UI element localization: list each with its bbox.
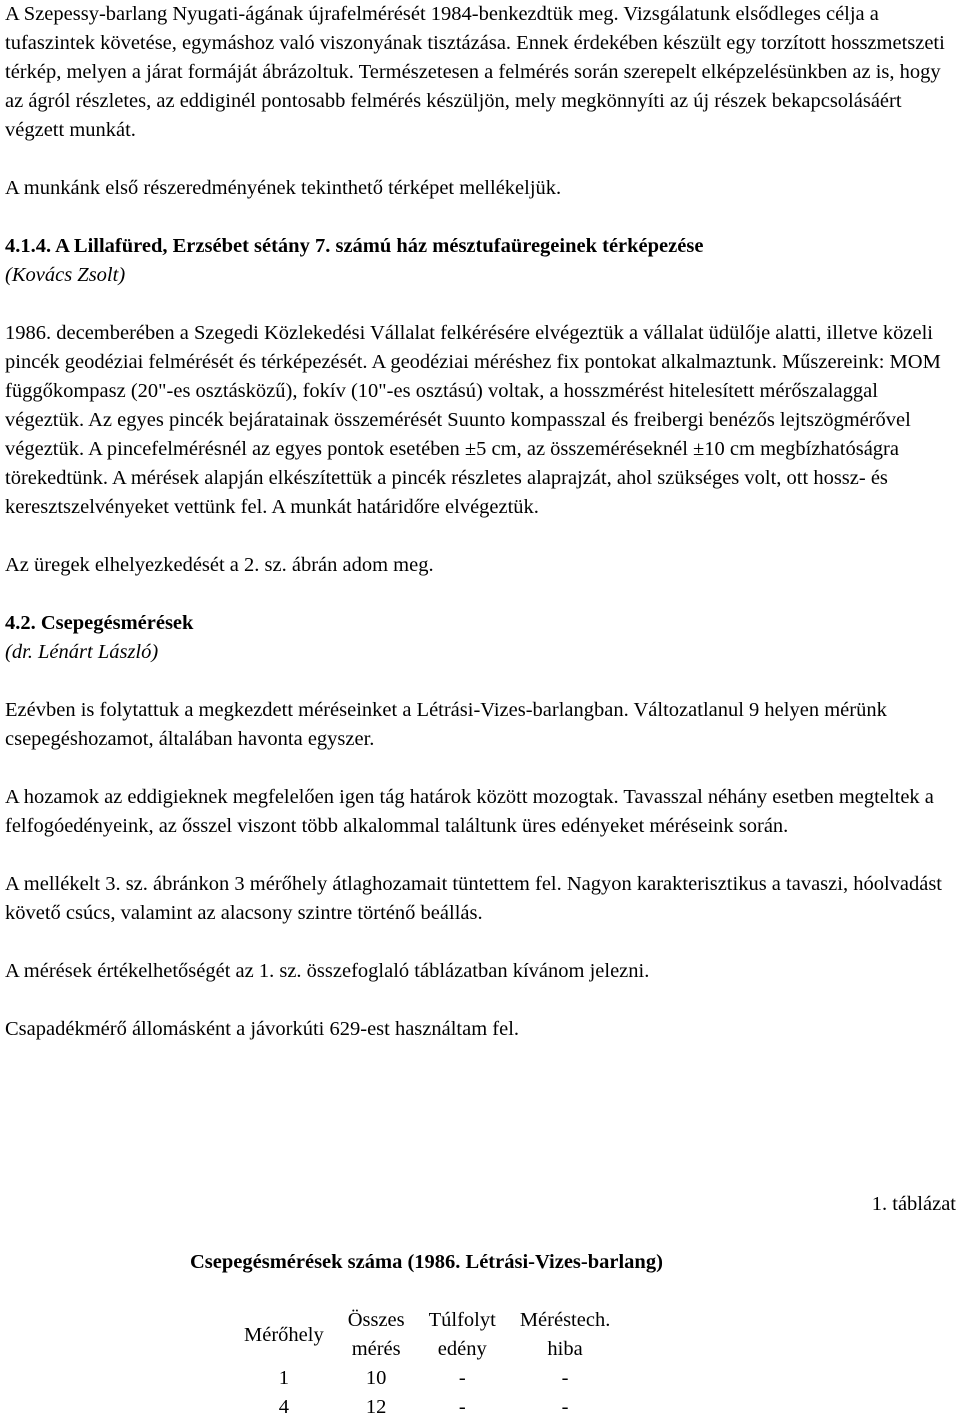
paragraph-figure-2: Az üregek elhelyezkedését a 2. sz. ábrán adom meg.	[5, 554, 434, 576]
table-title: Csepegésmérések száma (1986. Létrási-Vizes-barlang)	[190, 1251, 663, 1273]
cell-error: -	[561, 1367, 569, 1389]
paragraph-measurements: Ezévben is folytattuk a megkezdett méréseinket a Létrási-Vizes-barlangban. Változatlanul 9 helyen mérünk csepegéshozamot, általában havonta egyszer.	[5, 699, 887, 750]
section-4-1-4-title: 4.1.4. A Lillafüred, Erzsébet sétány 7. számú ház mésztufaüregeinek térképezése	[5, 235, 704, 257]
cell-total: 12	[365, 1396, 387, 1418]
cell-overflow: -	[458, 1367, 466, 1389]
table-header-row	[232, 1306, 622, 1364]
table-row	[232, 1393, 622, 1422]
table-caption: 1. táblázat	[871, 1193, 956, 1215]
paragraph-yields: A hozamok az eddigieknek megfelelően igen tág határok között mozogtak. Tavasszal néhány esetben megteltek a felfogóedényeink, az ősszel viszont több alkalommal találtunk üres edényeket méréseink során.	[5, 786, 934, 837]
header-error: Méréstech. hiba	[519, 1309, 611, 1360]
paragraph-szepessy: A Szepessy-barlang Nyugati-ágának újrafelmérését 1984-benkezdtük meg. Vizsgálatunk elsődleges célja a tufaszintek követése, egymáshoz való viszonyának tisztázása. Ennek érdekében készült egy torzított hosszmetszeti térkép, melyen a járat formáját ábrázoltuk. Természetesen a felmérés során szerepelt elképzelésünkben az is, hogy az ágról részletes, az eddiginél pontosabb felmérés készüljön, mely megkönnyíti az új részek bekapcsolásáért végzett munkát.	[5, 3, 945, 141]
paragraph-rain-station: Csapadékmérő állomásként a jávorkúti 629-est használtam fel.	[5, 1018, 520, 1040]
document-page	[5, 0, 957, 1044]
header-overflow: Túlfolyt edény	[428, 1309, 496, 1360]
section-4-1-4-author: (Kovács Zsolt)	[5, 264, 126, 286]
cell-site: 1	[278, 1367, 289, 1389]
cell-error: -	[561, 1396, 569, 1418]
cell-overflow: -	[458, 1396, 466, 1418]
drip-measurements-table	[232, 1306, 622, 1422]
section-4-2-title: 4.2. Csepegésmérések	[5, 612, 194, 634]
header-total: Összes mérés	[347, 1309, 405, 1360]
paragraph-figure-3: A mellékelt 3. sz. ábránkon 3 mérőhely átlaghozamait tüntettem fel. Nagyon karakterisztikus a tavaszi, hóolvadást követő csúcs, valamint az alacsony szintre történő beállás.	[5, 873, 943, 924]
paragraph-map-note: A munkánk első részeredményének tekinthető térképet mellékeljük.	[5, 177, 562, 199]
cell-total: 10	[365, 1367, 387, 1389]
section-4-2-author: (dr. Lénárt László)	[5, 641, 159, 663]
paragraph-lillafured: 1986. decemberében a Szegedi Közlekedési Vállalat felkérésére elvégeztük a vállalat üdülője alatti, illetve közeli pincék geodéziai felmérését és térképezését. A geodéziai méréshez fix pontokat alkalmaztunk. Műszereink: MOM függőkompasz (20"-es osztásközű), fokív (10"-es osztású) voltak, a hosszmérést hitelesített mérőszalaggal végeztük. Az egyes pincék bejáratainak összemérését Suunto kompasszal és freibergi benézős lejtszögmérővel végeztük. A pincefelmérésnél az egyes pontok esetében ±5 cm, az összeméréseknél ±10 cm megbízhatóságra törekedtünk. A mérések alapján elkészítettük a pincék részletes alaprajzát, ahol szükséges volt, ott hossz- és keresztszelvényeket vettünk fel. A munkát határidőre elvégeztük.	[5, 322, 941, 518]
cell-site: 4	[278, 1396, 289, 1418]
paragraph-evaluation: A mérések értékelhetőségét az 1. sz. összefoglaló táblázatban kívánom jelezni.	[5, 960, 650, 982]
header-site: Mérőhely	[244, 1323, 324, 1346]
table-row	[232, 1364, 622, 1393]
